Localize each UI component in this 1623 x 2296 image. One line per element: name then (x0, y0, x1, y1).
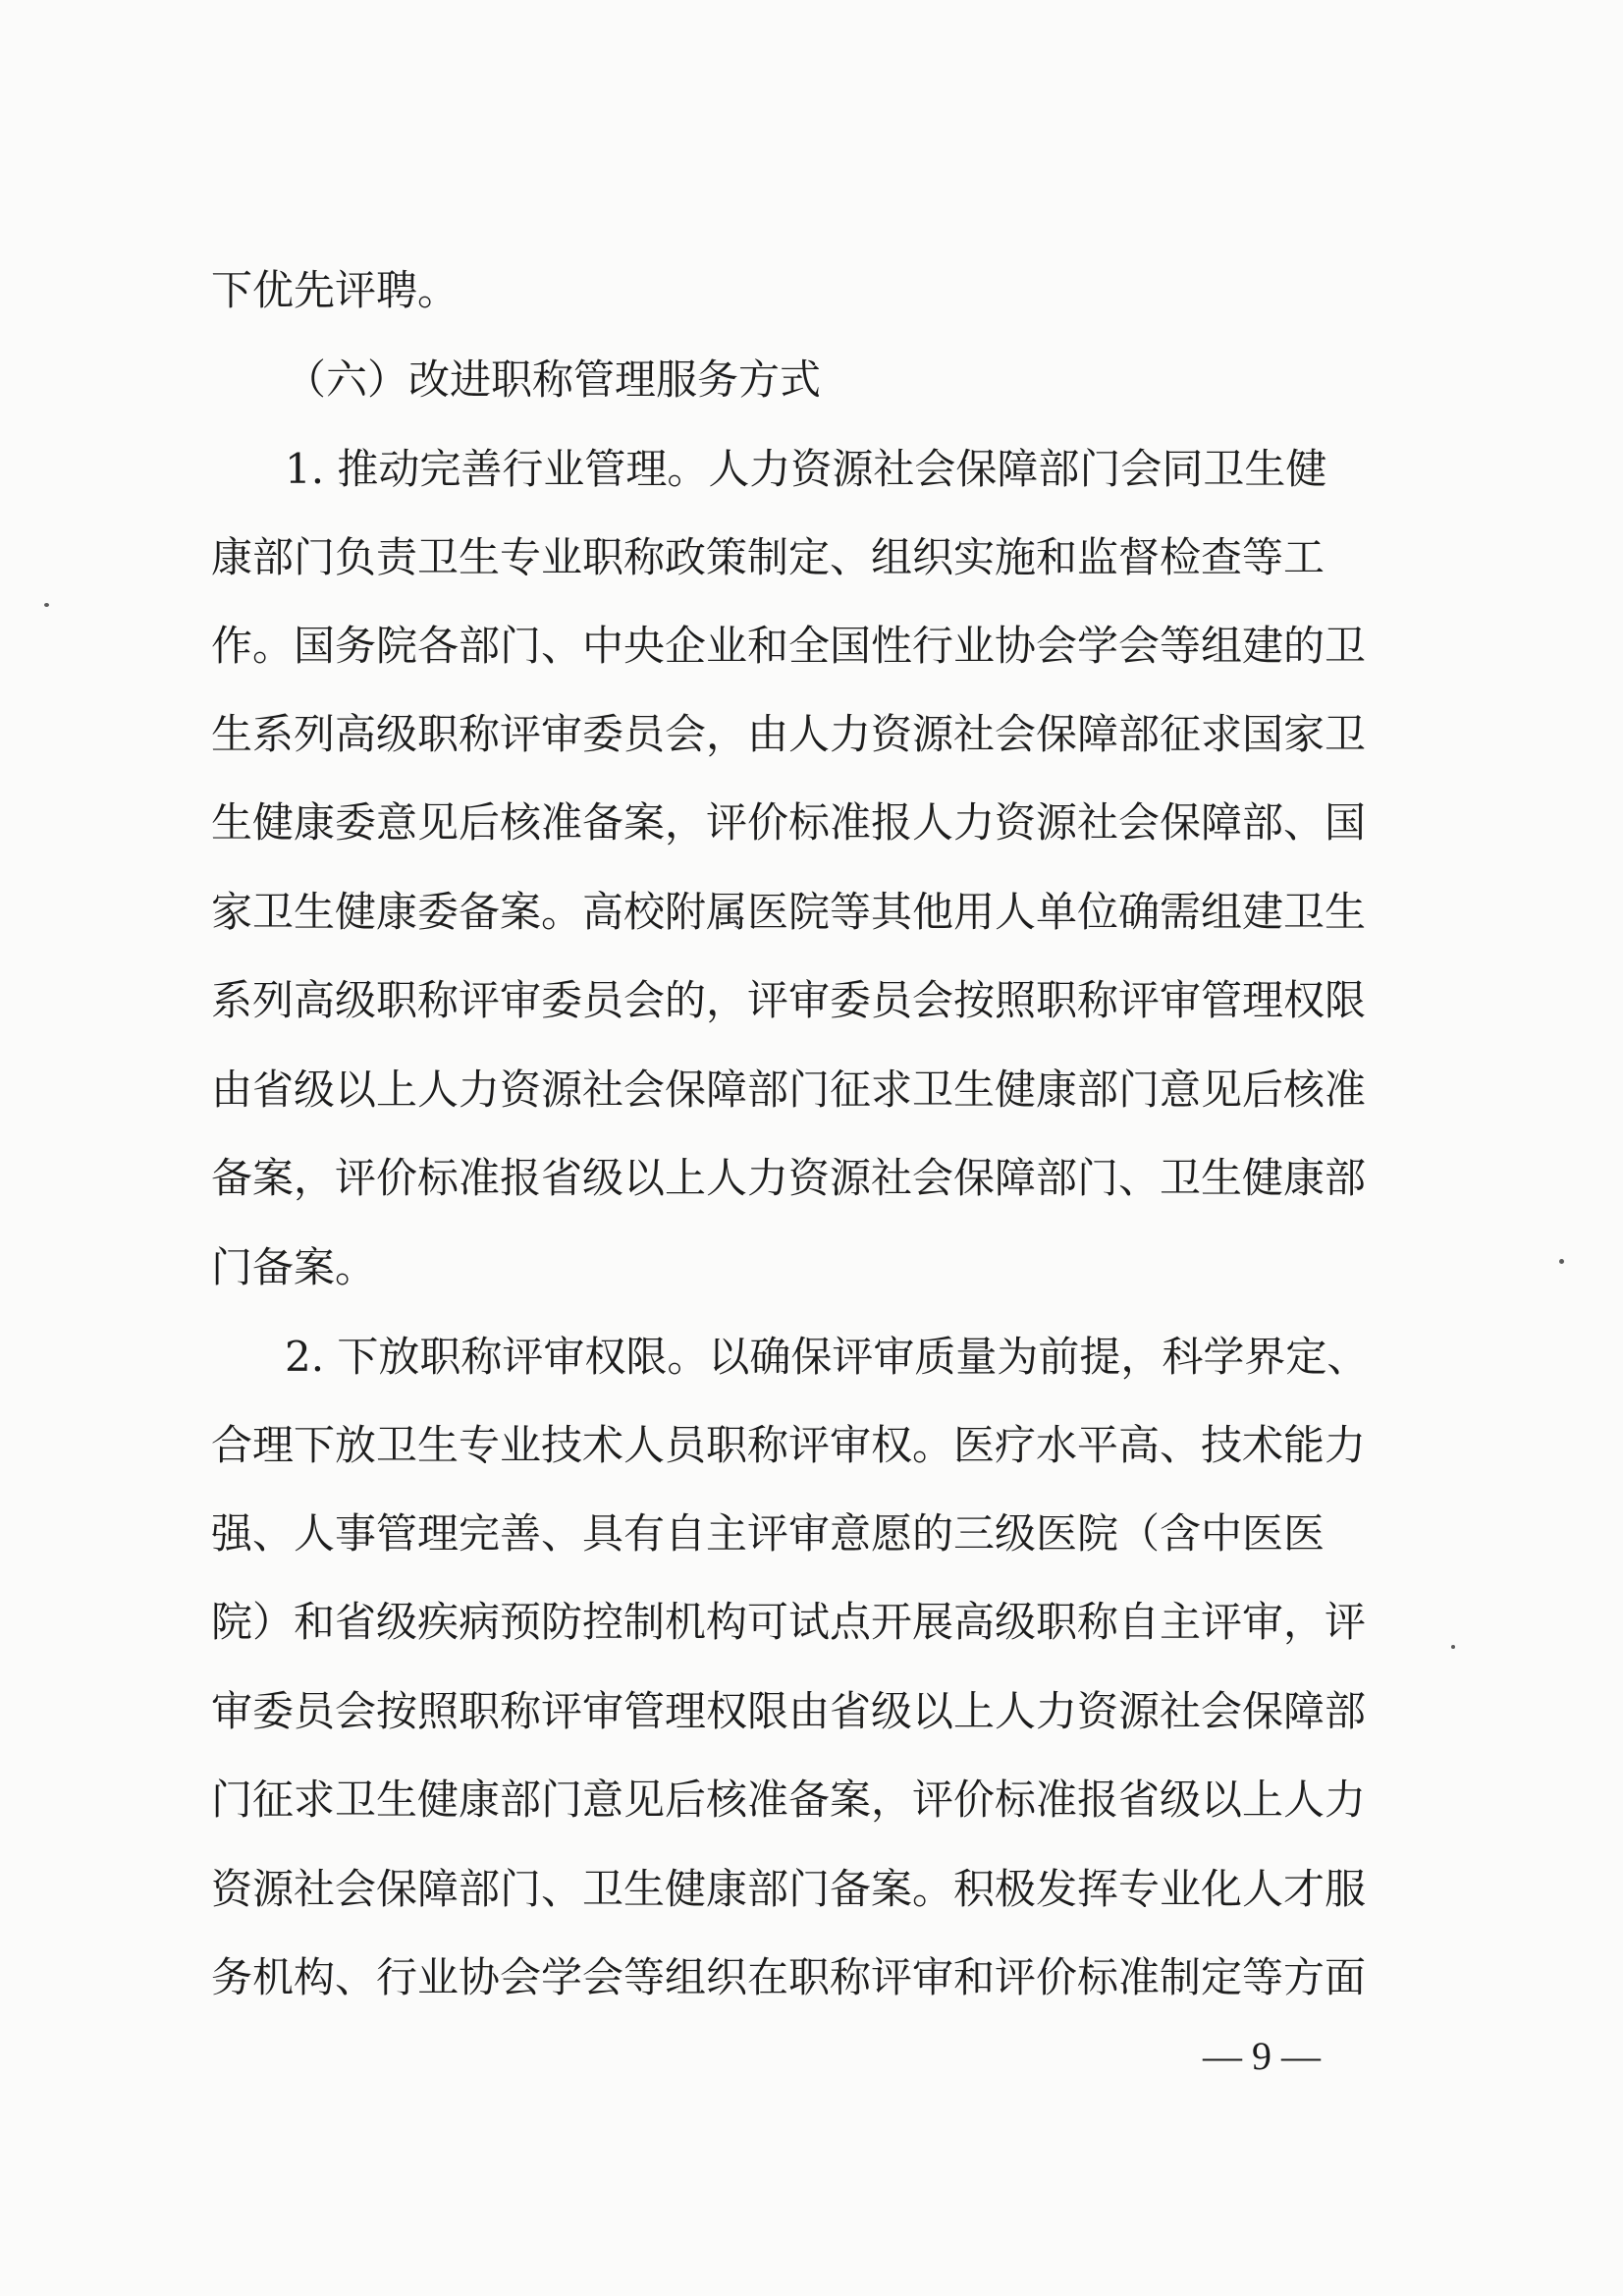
text-line: 务机构、行业协会学会等组织在职称评审和评价标准制定等方面 (211, 1953, 1367, 2001)
text-line: 院）和省级疾病预防控制机构可试点开展高级职称自主评审，评 (211, 1598, 1367, 1646)
text-line: 1. 推动完善行业管理。人力资源社会保障部门会同卫生健 (285, 445, 1327, 493)
text-line: 生系列高级职称评审委员会，由人力资源社会保障部征求国家卫 (211, 710, 1367, 758)
text-line: 家卫生健康委备案。高校附属医院等其他用人单位确需组建卫生 (211, 888, 1367, 936)
text-line: 康部门负责卫生专业职称政策制定、组织实施和监督检查等工 (211, 533, 1325, 581)
text-line: 强、人事管理完善、具有自主评审意愿的三级医院（含中医医 (211, 1509, 1325, 1558)
page-number: — 9 — (1203, 2034, 1321, 2078)
text-line: 由省级以上人力资源社会保障部门征求卫生健康部门意见后核准 (211, 1066, 1367, 1114)
scan-speck (1451, 1645, 1455, 1649)
text-line: 备案，评价标准报省级以上人力资源社会保障部门、卫生健康部 (211, 1154, 1367, 1202)
text-line: 2. 下放职称评审权限。以确保评审质量为前提，科学界定、 (285, 1333, 1369, 1381)
text-line: 系列高级职称评审委员会的，评审委员会按照职称评审管理权限 (211, 976, 1367, 1024)
text-line: 审委员会按照职称评审管理权限由省级以上人力资源社会保障部 (211, 1687, 1367, 1735)
scan-speck (1559, 1259, 1564, 1264)
text-line: 下优先评聘。 (211, 266, 460, 314)
text-line: 作。国务院各部门、中央企业和全国性行业协会学会等组建的卫 (211, 622, 1367, 670)
section-heading: （六）改进职称管理服务方式 (285, 355, 822, 404)
scan-speck (44, 603, 49, 607)
text-line: 资源社会保障部门、卫生健康部门备案。积极发挥专业化人才服 (211, 1865, 1367, 1913)
text-line: 合理下放卫生专业技术人员职称评审权。医疗水平高、技术能力 (211, 1421, 1367, 1469)
text-line: 门备案。 (211, 1243, 377, 1291)
text-line: 生健康委意见后核准备案，评价标准报人力资源社会保障部、国 (211, 798, 1367, 847)
text-line: 门征求卫生健康部门意见后核准备案，评价标准报省级以上人力 (211, 1776, 1367, 1824)
